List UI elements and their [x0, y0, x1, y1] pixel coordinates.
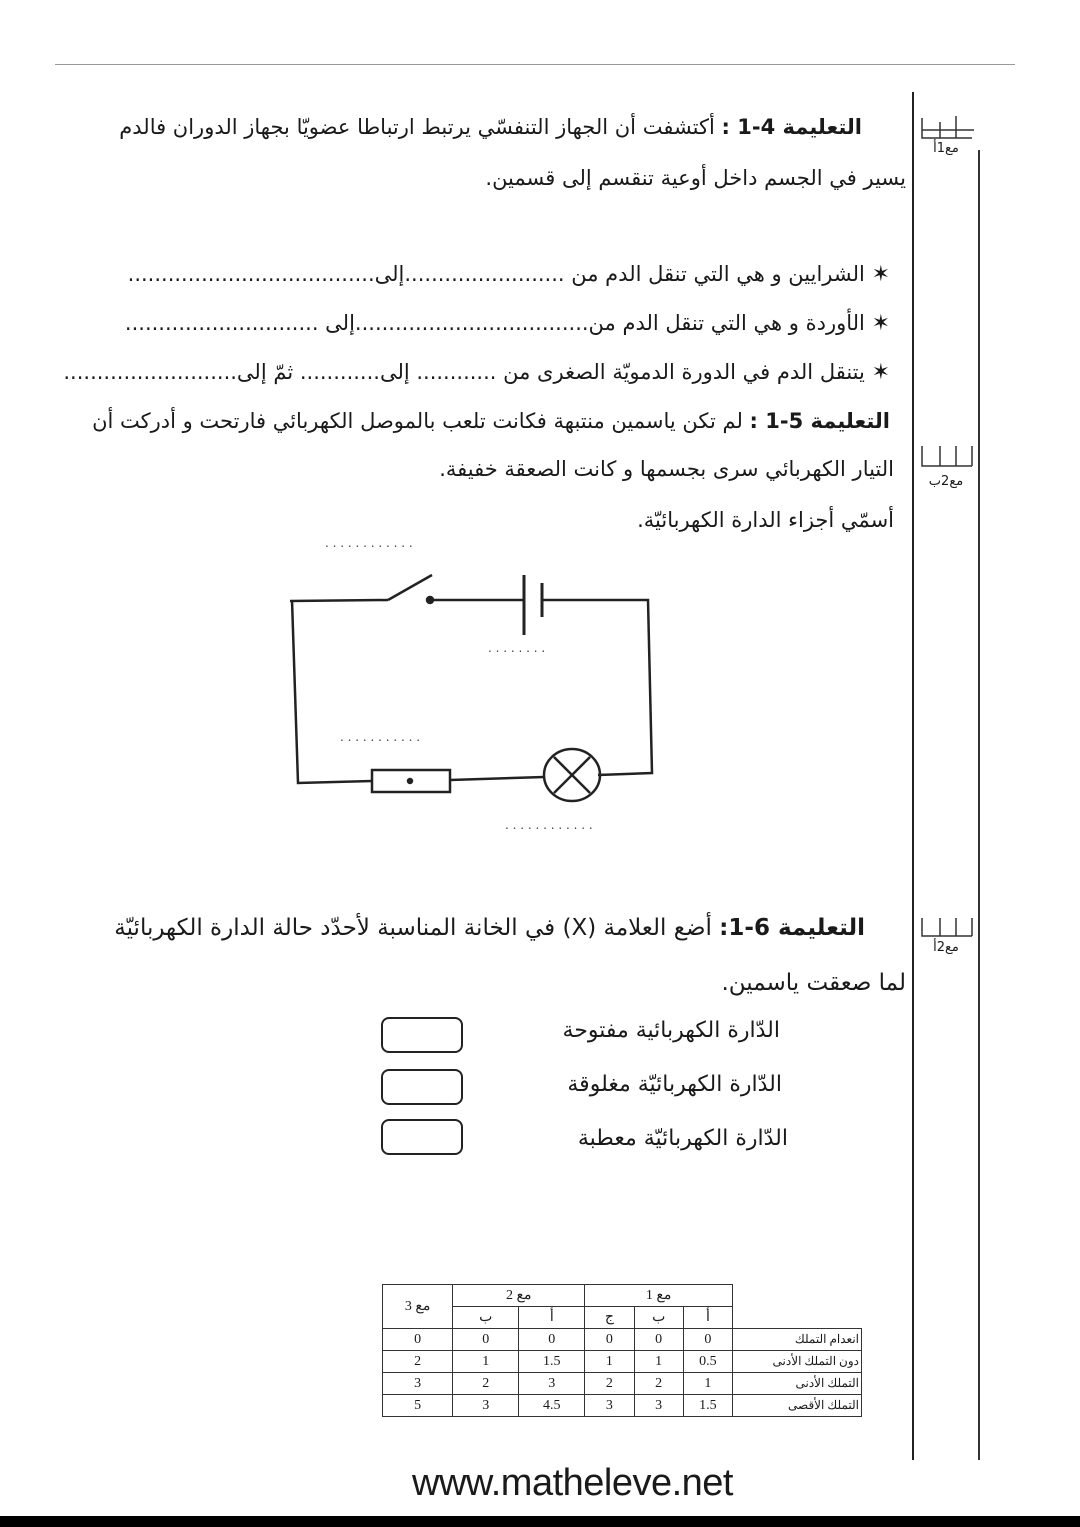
circuit-resistor [372, 770, 450, 792]
grade-box-2-marks [918, 442, 978, 472]
bottom-black-bar [0, 1516, 1080, 1527]
circuit-label-line-resistor: . . . . . . . . . . . [340, 730, 421, 744]
right-outer-line [978, 150, 980, 1460]
circuit-wire-left [292, 600, 372, 783]
option-broken-checkbox[interactable] [381, 1119, 463, 1155]
q16-line1 [65, 913, 865, 943]
q16-text1: أضع العلامة (X) في الخانة المناسبة لأحدّد حالة الدارة الكهربائيّة [114, 915, 712, 941]
q14-bullet-2: ✶ الأوردة و هي التي تنقل الدم من...................................إلى ............................. [124, 311, 890, 336]
option-open-label: الدّارة الكهربائية مفتوحة [562, 1018, 780, 1043]
option-closed-label: الدّارة الكهربائيّة مغلوقة [567, 1072, 782, 1097]
group-header-1: مع 1 [585, 1285, 733, 1307]
grade-box-1-marks [918, 112, 978, 142]
score-table-group-row [383, 1285, 862, 1307]
grade-box-1-label: مع1أ [933, 141, 959, 156]
circuit-wire-top-right [542, 600, 652, 775]
circuit-switch [388, 575, 433, 603]
option-open-checkbox[interactable] [381, 1017, 463, 1053]
circuit-label-line-battery: . . . . . . . . [488, 641, 546, 655]
q14-line1 [72, 112, 862, 142]
sub-header-1a: أ [683, 1307, 732, 1329]
circuit-label-line-lamp: . . . . . . . . . . . . [505, 818, 593, 832]
table-row: 2 1 1.5 1 1 0.5 دون التملك الأدنى [383, 1351, 862, 1373]
sub-header-1b: ب [634, 1307, 683, 1329]
table-row: 3 2 3 2 2 1 التملك الأدنى [383, 1373, 862, 1395]
q15-line1 [70, 406, 890, 436]
score-table [382, 1284, 862, 1417]
q14-header: التعليمة 4-1 : [721, 115, 862, 139]
q14-line2: يسير في الجسم داخل أوعية تنقسم إلى قسمين. [485, 166, 906, 190]
circuit-wire-top-left [290, 600, 388, 601]
circuit-lamp [544, 749, 600, 801]
group-header-3: مع 3 [383, 1285, 453, 1329]
grade-box-3-marks [918, 914, 978, 942]
right-margin-line [912, 92, 914, 1460]
circuit-battery [524, 575, 542, 635]
circuit-diagram [280, 545, 660, 845]
option-closed-checkbox[interactable] [381, 1069, 463, 1105]
q14-text1: أكتشفت أن الجهاز التنفسّي يرتبط ارتباطا عضويّا بجهاز الدوران فالدم [119, 115, 715, 139]
sub-header-2b: ب [453, 1307, 519, 1329]
table-row: 0 0 0 0 0 0 انعدام التملك [383, 1329, 862, 1351]
circuit-label-line-switch: . . . . . . . . . . . . [325, 536, 413, 550]
footer-url[interactable]: www.matheleve.net [412, 1462, 733, 1504]
sub-header-2a: أ [519, 1307, 585, 1329]
grade-box-3-label: مع2أ [933, 940, 959, 955]
circuit-wire-bottom-mid [450, 777, 544, 780]
q14-bullet-3: ✶ يتنقل الدم في الدورة الدمويّة الصغرى من ............ إلى............ ثمّ إلى.......................... [63, 360, 890, 385]
grade-box-2-label: مع2ب [928, 474, 964, 489]
q15-line2: التيار الكهربائي سرى بجسمها و كانت الصعقة خفيفة. [439, 457, 894, 481]
q15-line3: أسمّي أجزاء الدارة الكهربائيّة. [637, 508, 894, 532]
q15-header: التعليمة 5-1 : [749, 409, 890, 433]
group-header-2: مع 2 [453, 1285, 585, 1307]
q14-bullet-1: ✶ الشرايين و هي التي تنقل الدم من ........................إلى..................................... [127, 262, 890, 287]
table-row: 5 3 4.5 3 3 1.5 التملك الأقصى [383, 1395, 862, 1417]
q16-line2: لما صعقت ياسمين. [721, 970, 906, 996]
option-broken-label: الدّارة الكهربائيّة معطبة [577, 1126, 788, 1151]
top-rule [55, 64, 1015, 65]
q15-text1: لم تكن ياسمين منتبهة فكانت تلعب بالموصل الكهربائي فارتحت و أدركت أن [92, 409, 743, 433]
sub-header-1c: ج [585, 1307, 634, 1329]
empty-corner [733, 1285, 862, 1329]
q16-header: التعليمة 6-1: [719, 915, 865, 941]
